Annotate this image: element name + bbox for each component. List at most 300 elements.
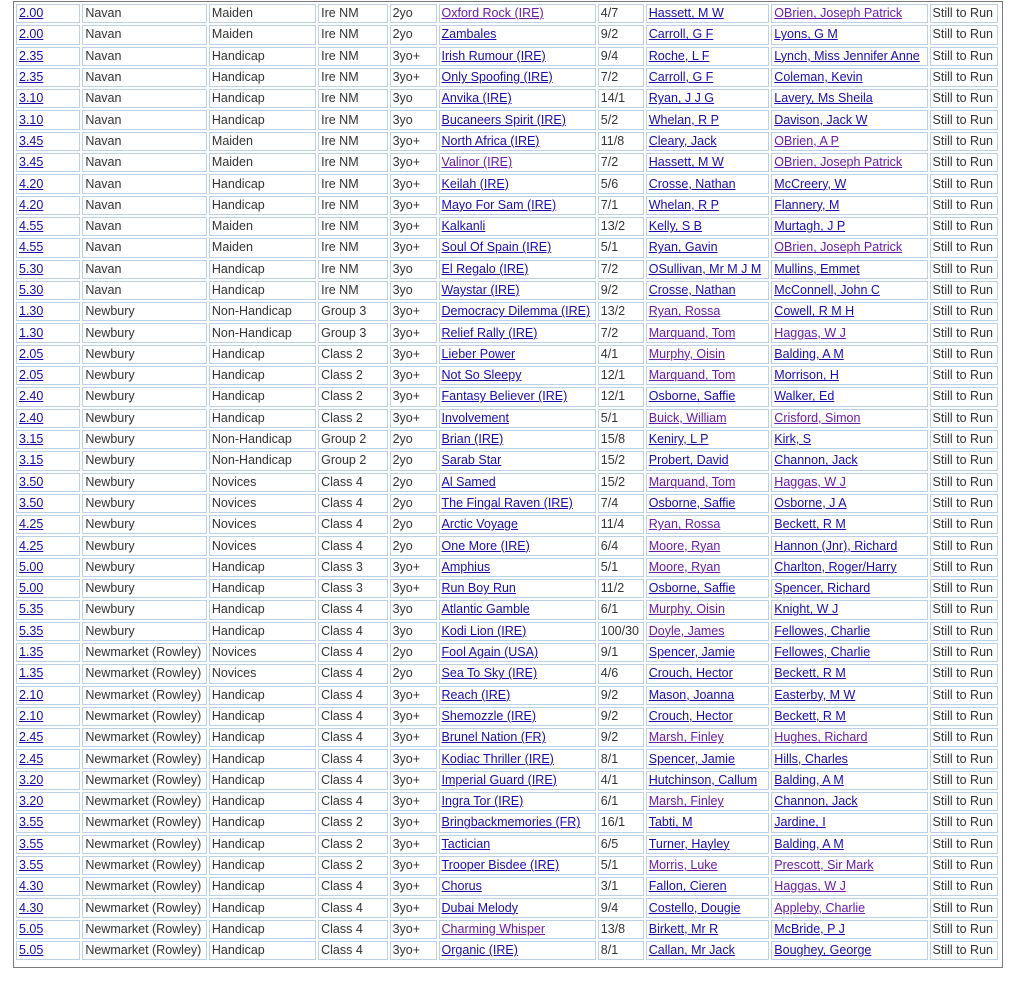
race-time-link[interactable]: 4.25 — [19, 517, 44, 532]
jockey-link[interactable]: Roche, L F — [648, 48, 710, 63]
horse-link[interactable]: Democracy Dilemma (IRE) — [441, 304, 591, 319]
jockey-link[interactable]: Fallon, Cieren — [648, 879, 727, 894]
jockey-link[interactable]: Turner, Hayley — [648, 836, 730, 851]
trainer-cell — [771, 174, 927, 193]
jockey-link[interactable]: Marsh, Finley — [648, 730, 724, 745]
jockey-link[interactable]: Osborne, Saffie — [648, 389, 736, 404]
horse-link[interactable]: Bucaneers Spirit (IRE) — [441, 112, 566, 127]
race-time-link[interactable]: 3.55 — [19, 836, 44, 851]
age-cell: 3yo — [390, 260, 437, 279]
race-type-cell: Non-Handicap — [209, 430, 316, 449]
race-time-link[interactable]: 5.00 — [19, 559, 44, 574]
age-cell: 2yo — [390, 643, 437, 662]
race-time-cell — [16, 579, 80, 598]
status-cell: Still to Run — [930, 473, 998, 492]
course-cell: Newmarket (Rowley) — [82, 686, 207, 705]
trainer-link[interactable]: Crisford, Simon — [774, 410, 861, 425]
race-type-cell: Non-Handicap — [209, 302, 316, 321]
course-cell: Newmarket (Rowley) — [82, 920, 207, 939]
horse-link[interactable]: Bringbackmemories (FR) — [441, 815, 581, 830]
trainer-link[interactable]: Easterby, M W — [774, 687, 856, 702]
trainer-link[interactable]: Beckett, R M — [774, 666, 846, 681]
race-time-link[interactable]: 2.10 — [19, 708, 44, 723]
race-class-cell: Class 4 — [318, 664, 387, 683]
trainer-link[interactable]: Balding, A M — [774, 836, 844, 851]
trainer-link[interactable]: Balding, A M — [774, 346, 844, 361]
race-type-cell: Novices — [209, 664, 316, 683]
race-time-link[interactable]: 3.10 — [19, 112, 44, 127]
age-cell: 2yo — [390, 25, 437, 44]
horse-link[interactable]: Kalkanli — [441, 219, 486, 234]
horse-link[interactable]: Organic (IRE) — [441, 943, 518, 958]
trainer-cell — [771, 835, 927, 854]
jockey-link[interactable]: Osborne, Saffie — [648, 581, 736, 596]
table-row — [16, 47, 998, 66]
horse-link[interactable]: Amphius — [441, 559, 491, 574]
race-time-link[interactable]: 3.50 — [19, 474, 44, 489]
jockey-link[interactable]: Costello, Dougie — [648, 900, 741, 915]
trainer-link[interactable]: Balding, A M — [774, 772, 844, 787]
race-type-cell: Maiden — [209, 4, 316, 23]
trainer-link[interactable]: OBrien, Joseph Patrick — [774, 155, 903, 170]
race-time-link[interactable]: 1.30 — [19, 304, 44, 319]
status-cell: Still to Run — [930, 153, 998, 172]
horse-link[interactable]: One More (IRE) — [441, 538, 530, 553]
course-cell: Newbury — [82, 515, 207, 534]
race-time-link[interactable]: 4.20 — [19, 176, 44, 191]
horse-cell — [439, 707, 596, 726]
age-cell: 2yo — [390, 473, 437, 492]
horse-link[interactable]: Only Spoofing (IRE) — [441, 70, 553, 85]
trainer-cell — [771, 473, 927, 492]
trainer-link[interactable]: Spencer, Richard — [774, 581, 871, 596]
race-time-link[interactable]: 3.45 — [19, 155, 44, 170]
jockey-link[interactable]: Kelly, S B — [648, 219, 702, 234]
table-row — [16, 110, 998, 129]
status-cell: Still to Run — [930, 579, 998, 598]
trainer-link[interactable]: Charlton, Roger/Harry — [774, 559, 897, 574]
status-cell: Still to Run — [930, 132, 998, 151]
trainer-link[interactable]: Morrison, H — [774, 368, 839, 383]
horse-cell — [439, 196, 596, 215]
horse-cell — [439, 941, 596, 960]
trainer-cell — [771, 898, 927, 917]
horse-link[interactable]: Sarab Star — [441, 453, 502, 468]
race-time-link[interactable]: 5.35 — [19, 623, 44, 638]
horse-cell — [439, 89, 596, 108]
jockey-link[interactable]: Morris, Luke — [648, 858, 718, 873]
trainer-link[interactable]: McBride, P J — [774, 921, 845, 936]
race-time-link[interactable]: 3.50 — [19, 495, 44, 510]
jockey-link[interactable]: Ryan, Gavin — [648, 240, 718, 255]
course-cell: Navan — [82, 217, 207, 236]
trainer-link[interactable]: Hannon (Jnr), Richard — [774, 538, 898, 553]
race-time-link[interactable]: 4.55 — [19, 240, 44, 255]
horse-cell — [439, 323, 596, 342]
trainer-link[interactable]: McCreery, W — [774, 176, 847, 191]
race-type-cell: Handicap — [209, 792, 316, 811]
race-type-cell: Handicap — [209, 196, 316, 215]
odds-cell: 7/4 — [598, 494, 644, 513]
jockey-link[interactable]: Birkett, Mr R — [648, 921, 719, 936]
table-row — [16, 728, 998, 747]
trainer-link[interactable]: Haggas, W J — [774, 474, 846, 489]
jockey-link[interactable]: Hassett, M W — [648, 155, 724, 170]
horse-link[interactable]: Kodi Lion (IRE) — [441, 623, 527, 638]
jockey-link[interactable]: Moore, Ryan — [648, 559, 721, 574]
jockey-cell — [646, 260, 770, 279]
horse-link[interactable]: Kodiac Thriller (IRE) — [441, 751, 554, 766]
trainer-cell — [771, 387, 927, 406]
status-cell: Still to Run — [930, 345, 998, 364]
race-class-cell: Ire NM — [318, 281, 387, 300]
race-time-link[interactable]: 3.10 — [19, 91, 44, 106]
horse-link[interactable]: Fantasy Believer (IRE) — [441, 389, 568, 404]
trainer-link[interactable]: Lavery, Ms Sheila — [774, 91, 873, 106]
race-time-link[interactable]: 2.35 — [19, 48, 44, 63]
jockey-link[interactable]: Murphy, Oisin — [648, 602, 725, 617]
race-time-link[interactable]: 2.45 — [19, 730, 44, 745]
trainer-cell — [771, 281, 927, 300]
race-time-link[interactable]: 5.05 — [19, 921, 44, 936]
trainer-link[interactable]: Mullins, Emmet — [774, 261, 860, 276]
status-cell: Still to Run — [930, 813, 998, 832]
race-time-cell — [16, 25, 80, 44]
jockey-link[interactable]: OSullivan, Mr M J M — [648, 261, 762, 276]
trainer-link[interactable]: Channon, Jack — [774, 453, 858, 468]
horse-link[interactable]: Chorus — [441, 879, 482, 894]
jockey-link[interactable]: Carroll, G F — [648, 70, 714, 85]
odds-cell: 5/1 — [598, 558, 644, 577]
course-cell: Newbury — [82, 366, 207, 385]
table-row — [16, 430, 998, 449]
trainer-link[interactable]: McConnell, John C — [774, 283, 880, 297]
race-time-link[interactable]: 4.55 — [19, 219, 44, 234]
course-cell: Navan — [82, 68, 207, 87]
odds-cell: 8/1 — [598, 749, 644, 768]
jockey-link[interactable]: Marquand, Tom — [648, 325, 736, 340]
race-type-cell: Maiden — [209, 153, 316, 172]
horse-link[interactable]: Ingra Tor (IRE) — [441, 794, 524, 809]
trainer-link[interactable]: OBrien, Joseph Patrick — [774, 6, 903, 21]
course-cell: Newbury — [82, 494, 207, 513]
horse-link[interactable]: Soul Of Spain (IRE) — [441, 240, 552, 255]
race-class-cell: Class 4 — [318, 920, 387, 939]
trainer-link[interactable]: OBrien, Joseph Patrick — [774, 240, 903, 255]
horse-link[interactable]: Sea To Sky (IRE) — [441, 666, 538, 681]
horse-link[interactable]: Involvement — [441, 410, 509, 425]
race-type-cell: Maiden — [209, 25, 316, 44]
trainer-cell — [771, 686, 927, 705]
race-time-link[interactable]: 5.35 — [19, 602, 44, 617]
race-type-cell: Maiden — [209, 238, 316, 257]
race-time-link[interactable]: 2.10 — [19, 687, 44, 702]
age-cell: 3yo+ — [390, 174, 437, 193]
jockey-link[interactable]: Cleary, Jack — [648, 133, 717, 148]
race-class-cell: Class 4 — [318, 515, 387, 534]
trainer-cell — [771, 68, 927, 87]
trainer-link[interactable]: Coleman, Kevin — [774, 70, 863, 85]
race-class-cell: Ire NM — [318, 260, 387, 279]
horse-link[interactable]: Trooper Bisdee (IRE) — [441, 858, 560, 873]
horse-link[interactable]: Al Samed — [441, 474, 496, 489]
jockey-link[interactable]: Hassett, M W — [648, 6, 724, 21]
horse-link[interactable]: Run Boy Run — [441, 581, 516, 596]
race-time-link[interactable]: 5.30 — [19, 261, 44, 276]
horse-link[interactable]: Not So Sleepy — [441, 368, 522, 383]
jockey-link[interactable]: Mason, Joanna — [648, 687, 735, 702]
course-cell: Newmarket (Rowley) — [82, 813, 207, 832]
course-cell: Newmarket (Rowley) — [82, 643, 207, 662]
race-type-cell: Novices — [209, 515, 316, 534]
race-type-cell: Handicap — [209, 110, 316, 129]
age-cell: 3yo+ — [390, 579, 437, 598]
trainer-cell — [771, 4, 927, 23]
jockey-link[interactable]: Murphy, Oisin — [648, 346, 725, 361]
trainer-link[interactable]: Channon, Jack — [774, 794, 858, 809]
jockey-link[interactable]: Doyle, James — [648, 623, 725, 638]
race-class-cell: Class 4 — [318, 941, 387, 960]
jockey-cell — [646, 813, 770, 832]
jockey-cell — [646, 728, 770, 747]
trainer-link[interactable]: Hills, Charles — [774, 751, 848, 766]
age-cell: 3yo+ — [390, 68, 437, 87]
jockey-link[interactable]: Ryan, Rossa — [648, 304, 721, 319]
race-class-cell: Class 4 — [318, 473, 387, 492]
race-time-cell — [16, 622, 80, 641]
race-class-cell: Class 4 — [318, 749, 387, 768]
horse-link[interactable]: Keilah (IRE) — [441, 176, 509, 191]
trainer-link[interactable]: Lynch, Miss Jennifer Anne — [774, 48, 920, 63]
jockey-link[interactable]: Marsh, Finley — [648, 794, 724, 809]
horse-link[interactable]: Brunel Nation (FR) — [441, 730, 546, 745]
odds-cell: 6/4 — [598, 536, 644, 555]
trainer-link[interactable]: Lyons, G M — [774, 27, 838, 42]
race-time-link[interactable]: 1.35 — [19, 666, 44, 681]
race-time-link[interactable]: 3.20 — [19, 772, 44, 787]
age-cell: 3yo — [390, 110, 437, 129]
jockey-link[interactable]: Marquand, Tom — [648, 474, 736, 489]
race-time-link[interactable]: 2.40 — [19, 410, 44, 425]
horse-link[interactable]: Zambales — [441, 27, 497, 42]
race-time-link[interactable]: 3.45 — [19, 133, 44, 148]
trainer-link[interactable]: Fellowes, Charlie — [774, 645, 871, 660]
age-cell: 3yo+ — [390, 323, 437, 342]
jockey-link[interactable]: Osborne, Saffie — [648, 495, 736, 510]
horse-cell — [439, 664, 596, 683]
trainer-cell — [771, 451, 927, 470]
race-type-cell: Handicap — [209, 47, 316, 66]
trainer-link[interactable]: Knight, W J — [774, 602, 839, 617]
jockey-link[interactable]: Probert, David — [648, 453, 729, 468]
horse-link[interactable]: Mayo For Sam (IRE) — [441, 197, 557, 212]
horse-cell — [439, 835, 596, 854]
jockey-link[interactable]: Carroll, G F — [648, 27, 714, 42]
status-cell: Still to Run — [930, 707, 998, 726]
odds-cell: 14/1 — [598, 89, 644, 108]
jockey-link[interactable]: Buick, William — [648, 410, 727, 425]
jockey-link[interactable]: Crosse, Nathan — [648, 283, 736, 297]
race-time-cell — [16, 68, 80, 87]
trainer-cell — [771, 622, 927, 641]
race-time-link[interactable]: 5.30 — [19, 283, 44, 297]
horse-cell — [439, 749, 596, 768]
race-time-cell — [16, 153, 80, 172]
course-cell: Newbury — [82, 323, 207, 342]
race-time-link[interactable]: 3.55 — [19, 815, 44, 830]
race-time-link[interactable]: 3.15 — [19, 453, 44, 468]
trainer-link[interactable]: Appleby, Charlie — [774, 900, 866, 915]
horse-link[interactable]: Relief Rally (IRE) — [441, 325, 538, 340]
table-row — [16, 217, 998, 236]
horse-cell — [439, 409, 596, 428]
jockey-link[interactable]: Ryan, Rossa — [648, 517, 721, 532]
age-cell: 3yo+ — [390, 771, 437, 790]
trainer-link[interactable]: Jardine, I — [774, 815, 826, 830]
jockey-link[interactable]: Marquand, Tom — [648, 368, 736, 383]
jockey-link[interactable]: Spencer, Jamie — [648, 645, 735, 660]
race-type-cell: Handicap — [209, 728, 316, 747]
horse-link[interactable]: Atlantic Gamble — [441, 602, 530, 617]
jockey-link[interactable]: Spencer, Jamie — [648, 751, 735, 766]
race-type-cell: Novices — [209, 643, 316, 662]
jockey-cell — [646, 877, 770, 896]
race-time-link[interactable]: 2.05 — [19, 368, 44, 383]
table-row — [16, 536, 998, 555]
trainer-link[interactable]: Flannery, M — [774, 197, 840, 212]
race-class-cell: Ire NM — [318, 153, 387, 172]
age-cell: 3yo+ — [390, 898, 437, 917]
horse-cell — [439, 153, 596, 172]
race-time-link[interactable]: 2.05 — [19, 346, 44, 361]
horse-link[interactable]: Valinor (IRE) — [441, 155, 513, 170]
horse-link[interactable]: Brian (IRE) — [441, 432, 504, 447]
horse-link[interactable]: Irish Rumour (IRE) — [441, 48, 546, 63]
jockey-link[interactable]: Hutchinson, Callum — [648, 772, 758, 787]
trainer-cell — [771, 728, 927, 747]
race-time-link[interactable]: 2.45 — [19, 751, 44, 766]
race-time-link[interactable]: 3.55 — [19, 858, 44, 873]
race-class-cell: Class 2 — [318, 835, 387, 854]
horse-link[interactable]: Imperial Guard (IRE) — [441, 772, 557, 787]
jockey-link[interactable]: Crouch, Hector — [648, 708, 733, 723]
horse-link[interactable]: Dubai Melody — [441, 900, 518, 915]
race-time-link[interactable]: 5.00 — [19, 581, 44, 596]
race-class-cell: Class 4 — [318, 600, 387, 619]
table-row — [16, 89, 998, 108]
status-cell: Still to Run — [930, 792, 998, 811]
age-cell: 3yo — [390, 622, 437, 641]
horse-cell — [439, 4, 596, 23]
race-time-link[interactable]: 4.30 — [19, 879, 44, 894]
horse-link[interactable]: Tactician — [441, 836, 491, 851]
course-cell: Navan — [82, 153, 207, 172]
horse-cell — [439, 387, 596, 406]
trainer-link[interactable]: Beckett, R M — [774, 517, 846, 532]
horse-link[interactable]: Lieber Power — [441, 346, 516, 361]
race-time-link[interactable]: 4.25 — [19, 538, 44, 553]
race-time-link[interactable]: 4.20 — [19, 197, 44, 212]
jockey-link[interactable]: Moore, Ryan — [648, 538, 721, 553]
trainer-link[interactable]: Fellowes, Charlie — [774, 623, 871, 638]
course-cell: Navan — [82, 174, 207, 193]
race-time-link[interactable]: 2.40 — [19, 389, 44, 404]
odds-cell: 9/1 — [598, 643, 644, 662]
trainer-link[interactable]: Cowell, R M H — [774, 304, 855, 319]
horse-link[interactable]: Reach (IRE) — [441, 687, 511, 702]
race-type-cell: Handicap — [209, 366, 316, 385]
trainer-link[interactable]: Prescott, Sir Mark — [774, 858, 874, 873]
trainer-link[interactable]: Hughes, Richard — [774, 730, 868, 745]
course-cell: Newmarket (Rowley) — [82, 792, 207, 811]
trainer-link[interactable]: Davison, Jack W — [774, 112, 868, 127]
race-class-cell: Class 4 — [318, 707, 387, 726]
horse-link[interactable]: El Regalo (IRE) — [441, 261, 529, 276]
jockey-link[interactable]: Whelan, R P — [648, 112, 719, 127]
status-cell: Still to Run — [930, 600, 998, 619]
trainer-link[interactable]: Walker, Ed — [774, 389, 835, 404]
trainer-link[interactable]: Murtagh, J P — [774, 219, 846, 234]
race-time-link[interactable]: 4.30 — [19, 900, 44, 915]
jockey-link[interactable]: Whelan, R P — [648, 197, 719, 212]
race-time-link[interactable]: 2.00 — [19, 27, 44, 42]
horse-link[interactable]: Shemozzle (IRE) — [441, 708, 537, 723]
trainer-link[interactable]: Beckett, R M — [774, 708, 846, 723]
race-time-cell — [16, 302, 80, 321]
trainer-link[interactable]: Osborne, J A — [774, 495, 847, 510]
race-time-link[interactable]: 1.30 — [19, 325, 44, 340]
trainer-link[interactable]: Kirk, S — [774, 432, 812, 447]
jockey-link[interactable]: Ryan, J J G — [648, 91, 715, 106]
jockey-cell — [646, 473, 770, 492]
jockey-link[interactable]: Callan, Mr Jack — [648, 943, 735, 958]
horse-link[interactable]: Fool Again (USA) — [441, 645, 539, 660]
jockey-link[interactable]: Keniry, L P — [648, 432, 709, 447]
horse-link[interactable]: The Fingal Raven (IRE) — [441, 495, 573, 510]
race-results-table-container — [13, 1, 1003, 968]
trainer-link[interactable]: Boughey, George — [774, 943, 872, 958]
race-time-cell — [16, 323, 80, 342]
horse-link[interactable]: North Africa (IRE) — [441, 133, 540, 148]
jockey-link[interactable]: Tabti, M — [648, 815, 693, 830]
trainer-link[interactable]: Haggas, W J — [774, 879, 846, 894]
odds-cell: 7/2 — [598, 323, 644, 342]
horse-link[interactable]: Charming Whisper — [441, 921, 546, 936]
odds-cell: 7/2 — [598, 153, 644, 172]
horse-link[interactable]: Arctic Voyage — [441, 517, 518, 532]
horse-link[interactable]: Anvika (IRE) — [441, 91, 512, 106]
age-cell: 2yo — [390, 494, 437, 513]
status-cell: Still to Run — [930, 558, 998, 577]
horse-link[interactable]: Waystar (IRE) — [441, 283, 520, 297]
race-time-link[interactable]: 5.05 — [19, 943, 44, 958]
race-time-link[interactable]: 1.35 — [19, 645, 44, 660]
race-class-cell: Class 4 — [318, 622, 387, 641]
horse-link[interactable]: Oxford Rock (IRE) — [441, 6, 544, 21]
trainer-link[interactable]: OBrien, A P — [774, 133, 839, 148]
jockey-link[interactable]: Crouch, Hector — [648, 666, 733, 681]
jockey-cell — [646, 643, 770, 662]
race-time-link[interactable]: 3.20 — [19, 794, 44, 809]
trainer-link[interactable]: Haggas, W J — [774, 325, 846, 340]
race-time-link[interactable]: 3.15 — [19, 432, 44, 447]
trainer-cell — [771, 132, 927, 151]
race-time-link[interactable]: 2.00 — [19, 6, 44, 21]
race-time-link[interactable]: 2.35 — [19, 70, 44, 85]
odds-cell: 7/2 — [598, 68, 644, 87]
jockey-link[interactable]: Crosse, Nathan — [648, 176, 736, 191]
age-cell: 3yo+ — [390, 877, 437, 896]
